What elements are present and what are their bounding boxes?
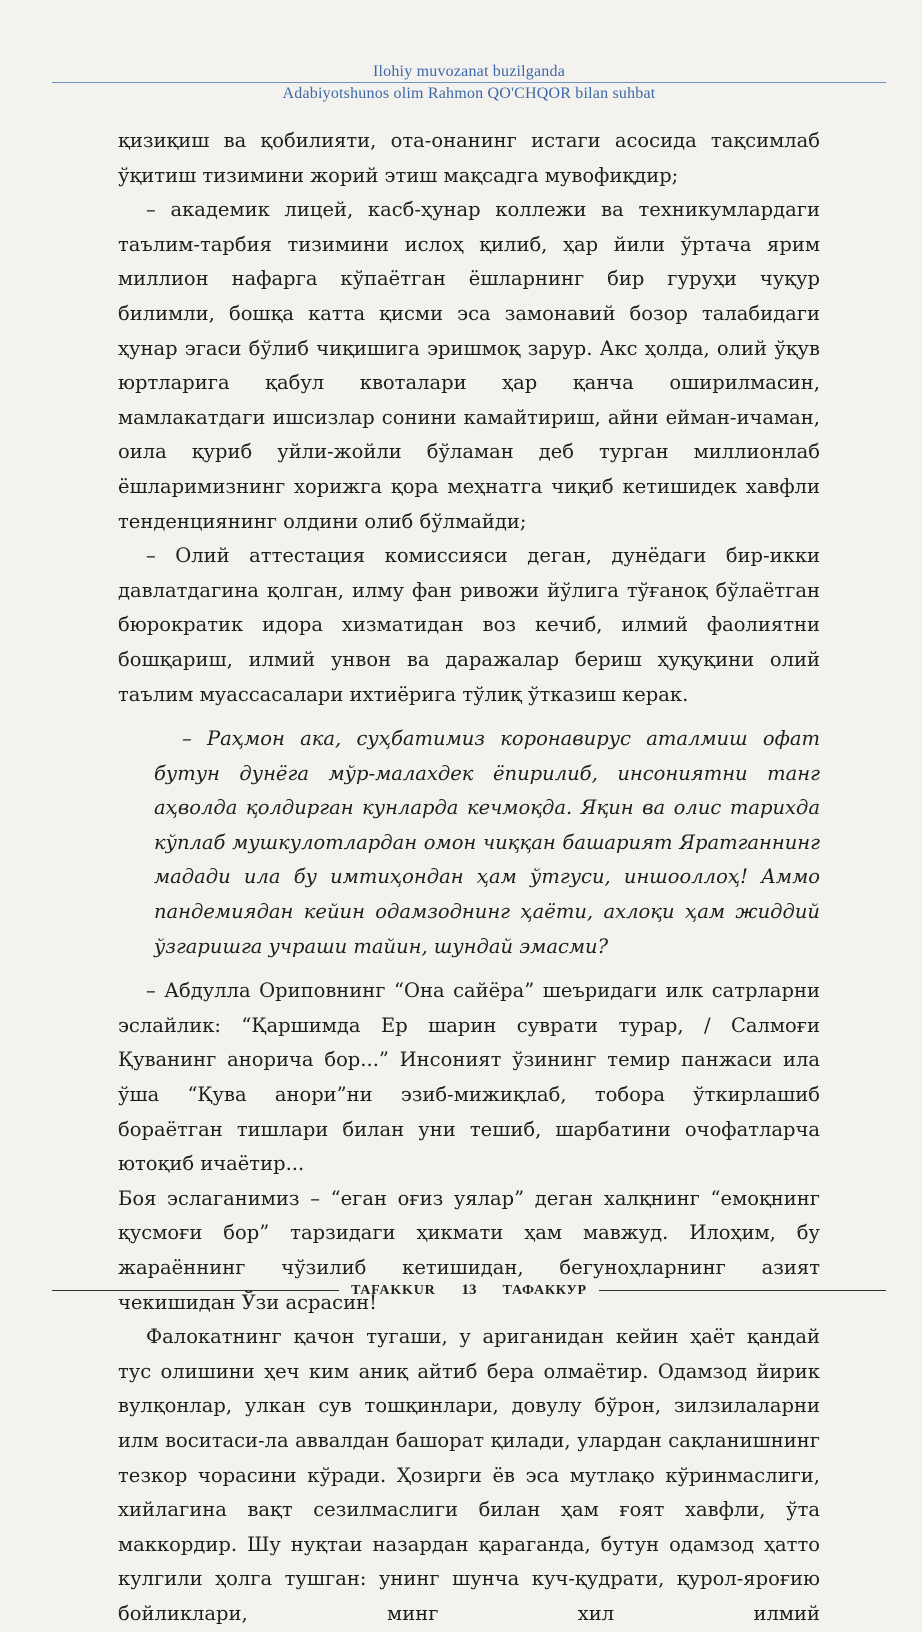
paragraph-attestation: – Олий аттестация комиссияси деган, дунёдаги бир-икки давлатдагина қолган, илму фан ривожи йўлига тўғаноқ бўлаётган бюрократик идора хизматидан воз кечиб, илмий фаолиятни бошқариш, илмий унвон ва даражалар бериш ҳуқуқини олий таълим муассасалари ихтиёрига тўлиқ ўтказиш керак. <box>118 544 820 706</box>
paragraph-answer-oripov: – Абдулла Ориповнинг “Она сайёра” шеъридаги илк сатрларни эслайлик: “Қаршимда Ер шарин суврати турар, / Салмоғи Қуванинг анорича бор...” Инсоният ўзининг темир панжаси ила ўша “Қува анори”ни эзиб-мижиқлаб, тобора ўткирлашиб бораётган тишлари билан уни тешиб, шарбатини очофатларча ютоқиб ичаётир... <box>118 979 820 1176</box>
paragraph-continuation: қизиқиш ва қобилияти, ота-онанинг истаги асосида тақсимлаб ўқитиш тизимини жорий этиш мақсадга мувофиқдир; <box>118 129 820 187</box>
footer-rule-right <box>599 1290 886 1291</box>
paragraph-lyceum: – академик лицей, касб-ҳунар коллежи ва техникумлардаги таълим-тарбия тизимини ислоҳ қилиб, ҳар йили ўртача ярим миллион нафарга кўпаётган ёшларнинг бир гуруҳи чуқур билимли, бошқа катта қисми эса замонавий бозор талабидаги ҳунар эгаси бўлиб чиқишига эришмоқ зарур. Акс ҳолда, олий ўқув юртларига қабул квоталари ҳар қанча оширилмасин, мамлакатдаги ишсизлар сонини камайтириш, айни ейман-ичаман, оила қуриб уйли-жойли бўламан деб турган миллионлаб ёшларимизнинг хорижга қора меҳнатга чиқиб кетишидек хавфли тенденциянинг олдини олиб бўлмайди; <box>118 198 820 533</box>
footer-rule-left <box>52 1290 339 1291</box>
header-title: Ilohiy muvozanat buzilganda <box>372 63 565 80</box>
footer-brand-latin: TAFAKKUR <box>351 1282 436 1298</box>
running-header <box>52 62 886 105</box>
page-footer <box>52 1282 886 1299</box>
paragraph-catastrophe: Фалокатнинг қачон тугаши, у ариганидан кейин ҳаёт қандай тус олишини ҳеч ким аниқ айтиб бера олмаётир. Одамзод йирик вулқонлар, улкан сув тошқинлари, довулу бўрон, зилзилаларни илм воситаси-ла аввалдан башорат қилади, улардан сақланишнинг тезкор чорасини кўради. Ҳозирги ёв эса мутлақо кўринмаслиги, хийлагина вақт сезилмаслиги билан ҳам ғоят хавфли, ўта маккордир. Шу нуқтаи назардан қараганда, бутун одамзод ҳатто кулгили ҳолга тушган: унинг шунча куч-қудрати, қурол-яроғию бойликлари, минг хил илмий <box>118 1325 820 1625</box>
article-body <box>118 124 820 1632</box>
paragraph-proverb: Боя эслаганимиз – “еган оғиз уялар” деган халқнинг “емоқнинг қусмоғи бор” тарзидаги ҳикмати ҳам мавжуд. Илоҳим, бу жараённинг чўзилиб кетишидан, бегуноҳларнинг азият чекишидан Ўзи асрасин! <box>118 1186 820 1314</box>
interviewer-question: – Раҳмон ака, суҳбатимиз коронавирус аталмиш офат бутун дунёга мўр-малахдек ёпирилиб, инсониятни танг аҳволда қолдирган кунларда кечмоқда. Яқин ва олис тарихда кўплаб мушкулотлардан омон чиққан башарият Яратганнинг мадади ила бу имтиҳондан ҳам ўтгуси, иншооллоҳ! Аммо пандемиядан кейин одамзоднинг ҳаёти, ахлоқи ҳам жиддий ўзгаришга учраши тайин, шундай эмасми? <box>154 727 820 958</box>
header-subtitle: Adabiyotshunos olim Rahmon QO'CHQOR bilan suhbat <box>282 85 656 102</box>
page-number: 13 <box>461 1282 477 1298</box>
footer-brand-cyrillic: ТАФАККУР <box>502 1282 587 1298</box>
